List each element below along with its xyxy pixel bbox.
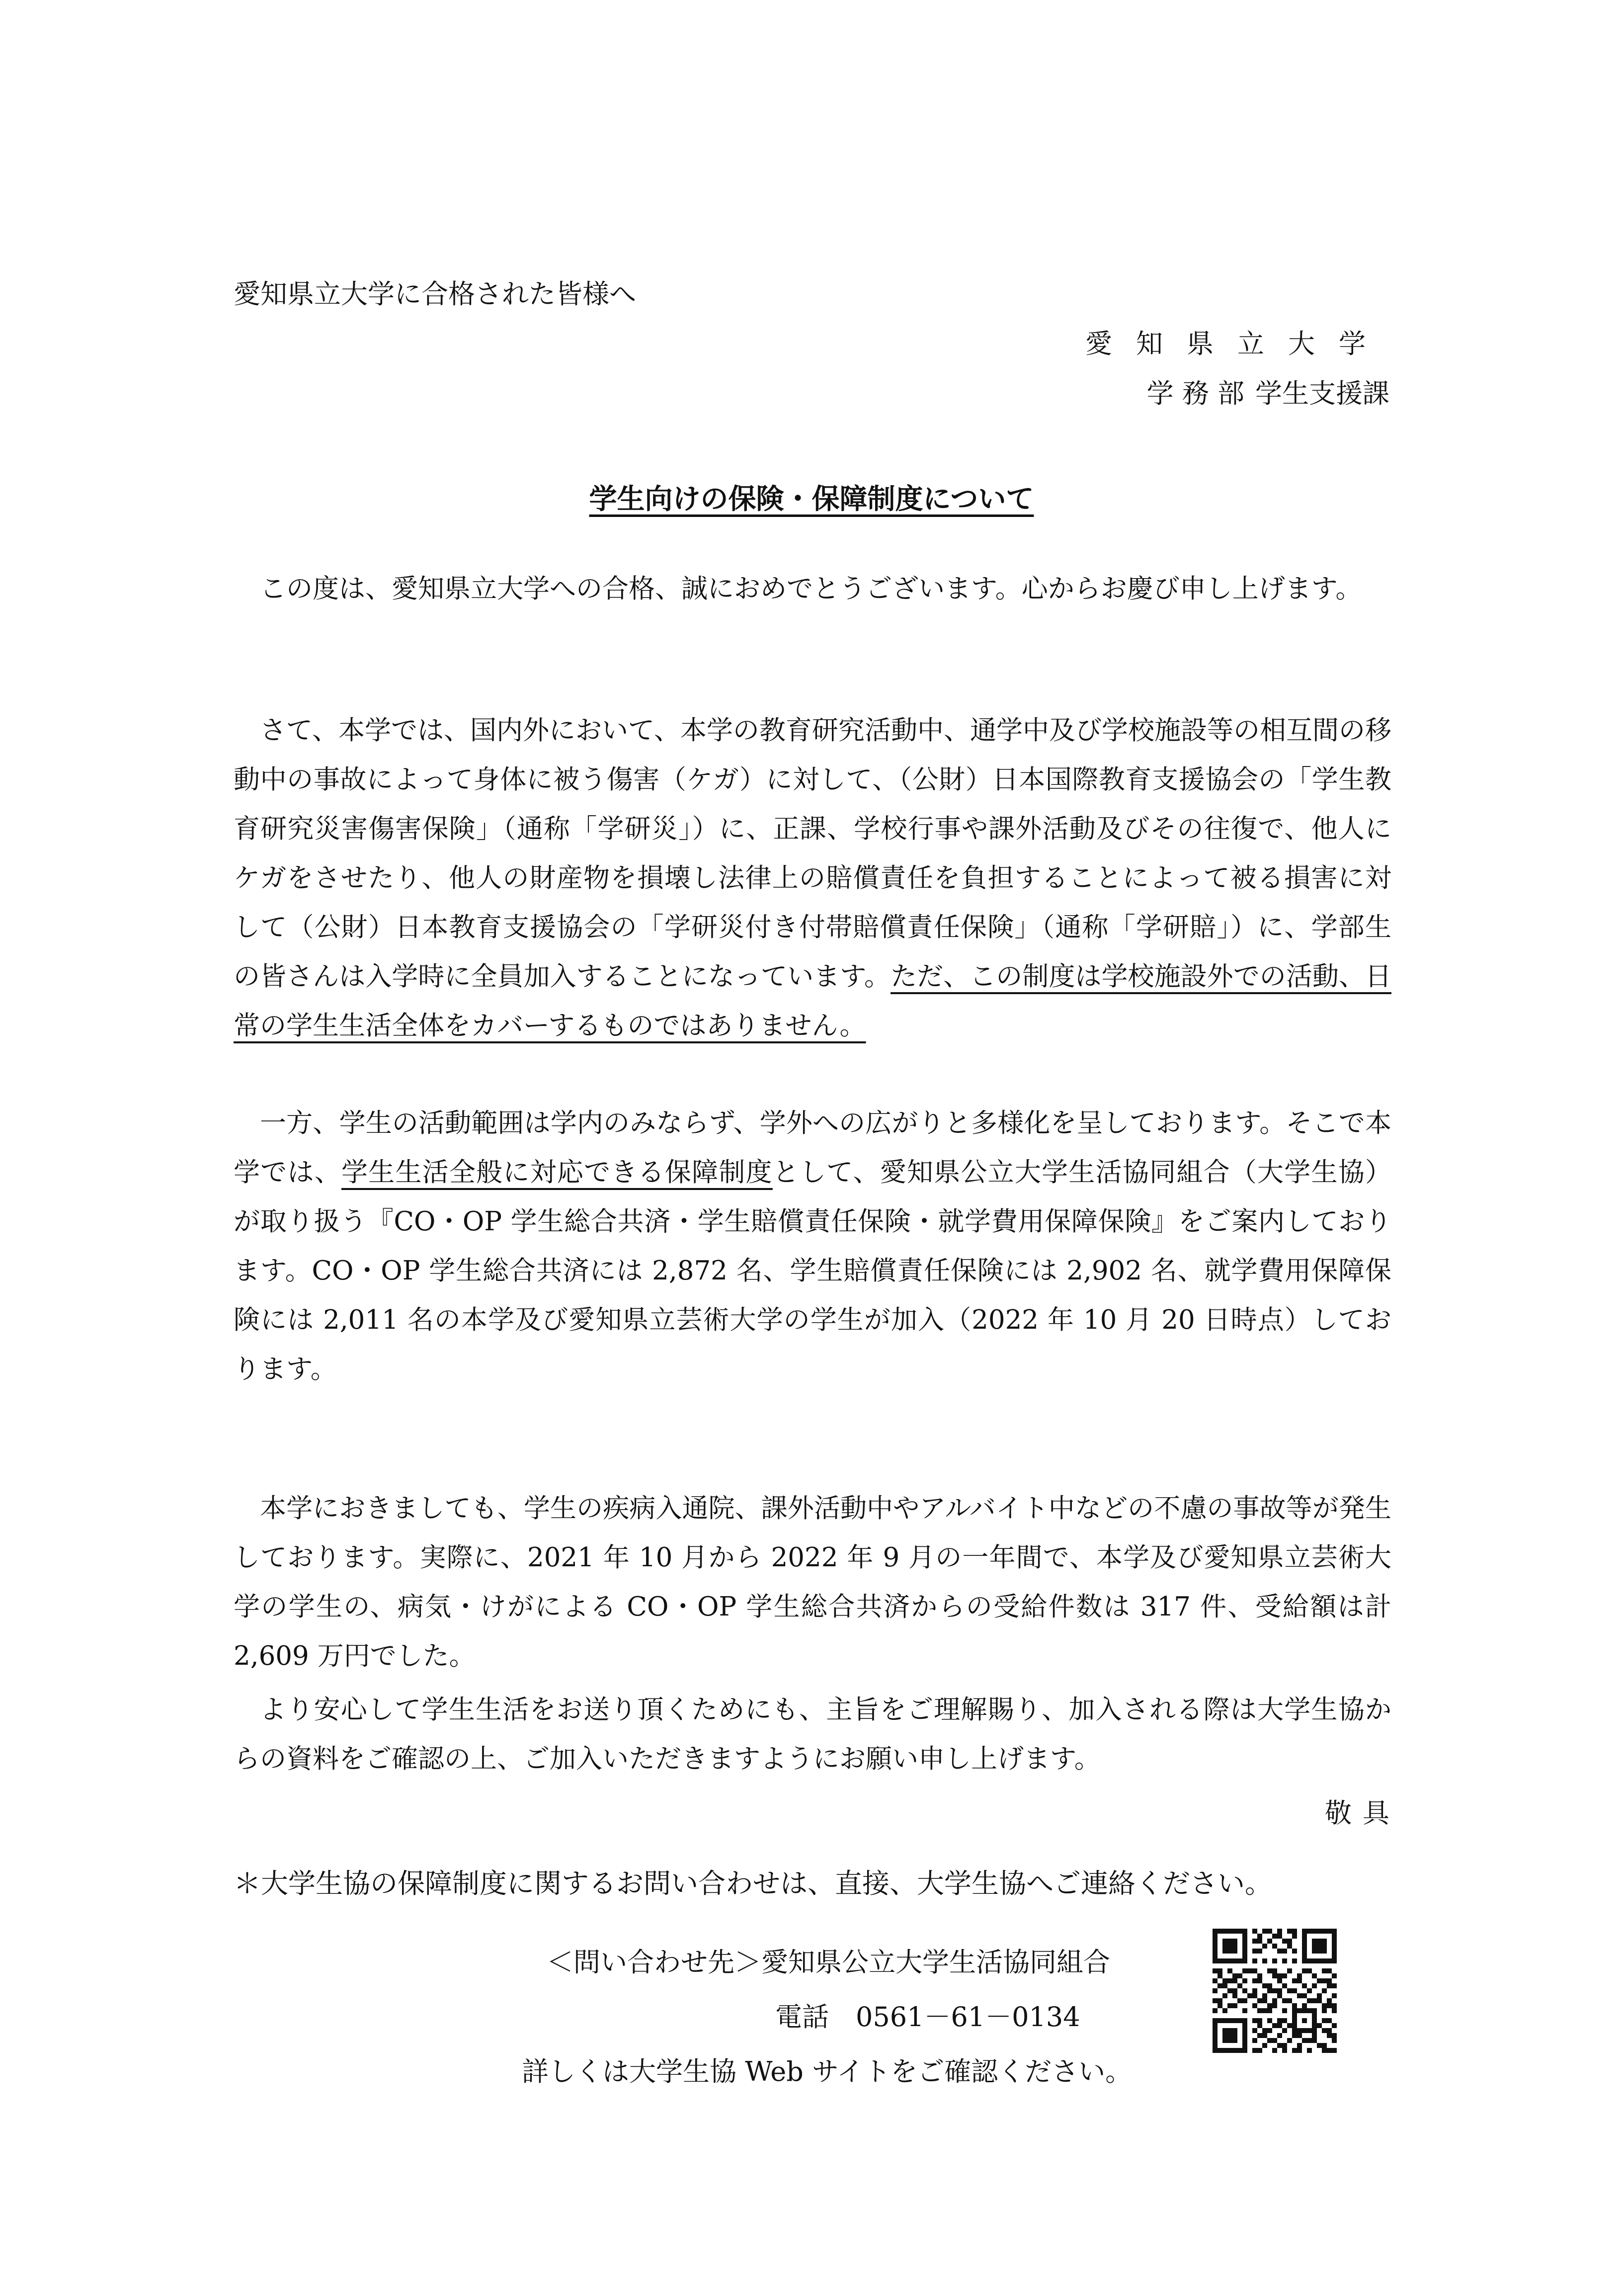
paragraph-greeting: この度は、愛知県立大学への合格、誠におめでとうございます。心からお慶び申し上げます。: [260, 574, 1362, 604]
sender-university: 愛知県立大学: [1085, 328, 1389, 359]
contact-website-note: 詳しくは大学生協 Web サイトをご確認ください。: [522, 2056, 1133, 2087]
contact-phone: 電話 0561－61－0134: [775, 2001, 1080, 2033]
paragraph-claims-stats: 本学におきましても、学生の疾病入通院、課外活動中やアルバイト中などの不慮の事故等が発生しております。実際に、2021 年 10 月から 2022 年 9 月の一年間で、本学及び愛知県立芸術大学の学生の、病気・けがによる CO・OP 学生総合共済からの受給件数は 317 件、受給額は計 2,609 万円でした。: [234, 1493, 1391, 1671]
contact-organization: ＜問い合わせ先＞愛知県公立大学生活協同組合: [547, 1947, 1110, 1978]
paragraph-coop-insurance: [234, 1099, 1391, 1394]
sender-department: [1147, 380, 1389, 407]
addressee: 愛知県立大学に合格された皆様へ: [234, 278, 636, 310]
sender-department-part1: 学 務 部: [1146, 378, 1244, 409]
sender-department-part2: 学生支援課: [1255, 378, 1389, 409]
underlined-comprehensive-coverage: 学生生活全般に対応できる保障制度: [341, 1157, 773, 1188]
paragraph-coop-insurance-text-a: 一方、学生の活動範囲は学内のみならず、学外への広がりと多様化を呈しております。そこで本学では、: [234, 1108, 1391, 1188]
paragraph-request: より安心して学生生活をお送り頂くためにも、主旨をご理解賜り、加入される際は大学生協からの資料をご確認の上、ご加入いただきますようにお願い申し上げます。: [234, 1695, 1391, 1774]
document-title: [0, 477, 1623, 517]
closing-keigu: 敬具: [1325, 1797, 1400, 1829]
qr-code-icon[interactable]: [1213, 1929, 1337, 2053]
paragraph-insurance-overview: [234, 706, 1391, 1050]
inquiry-notice: ＊大学生協の保障制度に関するお問い合わせは、直接、大学生協へご連絡ください。: [234, 1868, 1273, 1899]
paragraph-coop-insurance-text-b: として、愛知県公立大学生活協同組合（大学生協）が取り扱う『CO・OP 学生総合共済・学生賠償責任保険・就学費用保障保険』をご案内しております。CO・OP 学生総合共済には 2,872 名、学生賠償責任保険には 2,902 名、就学費用保障保険には 2,011 名の本学及び愛知県立芸術大学の学生が加入（2022 年 10 月 20 日時点）しております。: [234, 1157, 1391, 1384]
underlined-coverage-note: ただ、この制度は学校施設外での活動、日常の学生生活全体をカバーするものではありません。: [234, 961, 1391, 1041]
document-title-text: 学生向けの保険・保障制度について: [589, 483, 1034, 515]
paragraph-insurance-overview-text: さて、本学では、国内外において、本学の教育研究活動中、通学中及び学校施設等の相互間の移動中の事故によって身体に被う傷害（ケガ）に対して、（公財）日本国際教育支援協会の「学生教育研究災害傷害保険」（通称「学研災」）に、正課、学校行事や課外活動及びその往復で、他人にケガをさせたり、他人の財産物を損壊し法律上の賠償責任を負担することによって被る損害に対して（公財）日本教育支援協会の「学研災付き付帯賠償責任保険」（通称「学研賠」）に、学部生の皆さんは入学時に全員加入することになっています。: [234, 715, 1391, 992]
